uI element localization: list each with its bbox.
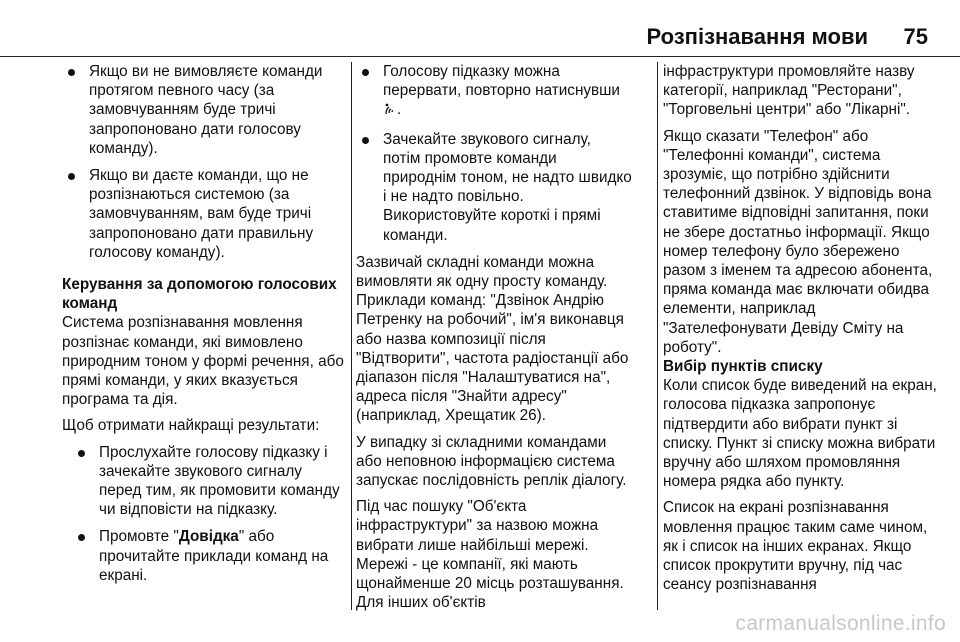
bullet-item [72, 527, 346, 585]
section-heading: Вибір пунктів списку [663, 358, 823, 376]
bullet-text: " або прочитайте приклади команд на екрані. [99, 528, 329, 584]
column-divider [657, 62, 658, 610]
column-1 [62, 62, 346, 593]
page-header [0, 0, 960, 56]
paragraph: Щоб отримати найкращі результати: [62, 417, 320, 435]
bullet-bold-text: Довідка [178, 528, 239, 546]
bullet-item: Прослухайте голосову підказку і зачекайте звукового сигналу перед тим, як промовити команду чи відповісти на підказку. [72, 443, 346, 520]
bullet-item: Зачекайте звукового сигналу, потім промовте команди природнім тоном, не надто швидко і не надто повільно. Використовуйте короткі і прямі команди. [356, 130, 632, 245]
column-3 [663, 62, 943, 601]
header-rule [0, 56, 960, 57]
bullet-item: Якщо ви даєте команди, що не розпізнаються системою (за замовчуванням, вам буде тричі запропоновано дати правильну голосову команду). [62, 166, 346, 262]
paragraph: Коли список буде виведений на екран, голосова підказка запропонує підтвердити або вибрати пункт зі списку. Пункт зі списку можна вибрати вручну або шляхом промовляння номера рядка або пункту. [663, 377, 937, 491]
paragraph: Список на екрані розпізнавання мовлення працює таким саме чином, як і список на інших екранах. Якщо список прокрутити вручну, під час сеансу розпізнавання [663, 499, 928, 594]
bullet-text: Промовте " [99, 528, 179, 546]
paragraph: Під час пошуку "Об'єкта інфраструктури" за назвою можна вибрати лише найбільші мережі. Мережі - це компанії, які мають щонайменше 20 місць розташування. Для інших об'єктів [356, 498, 624, 612]
page-number: 75 [903, 24, 928, 49]
bullet-item: Голосову підказку можна перервати, повторно натиснувши . [356, 62, 632, 122]
page-title: Розпізнавання мови [646, 24, 868, 49]
column-2 [356, 62, 632, 619]
paragraph: Система розпізнавання мовлення розпізнає команди, які вимовлено природним тоном у формі речення, або прямі команди, у яких вказується програма та дія. [62, 314, 344, 409]
paragraph: У випадку зі складними командами або неповною інформацією система запускає послідовність реплік діалогу. [356, 433, 627, 490]
paragraph: Якщо сказати "Телефон" або "Телефонні команди", система зрозуміє, що потрібно здійснити телефонний дзвінок. У відповідь вона ставитиме відповідні запитання, поки не збере достатньо інформації. Якщо номер телефону було збережено разом з іменем та адресою абонента, пряма команда має включати обидва елементи, наприклад "Зателефонувати Девіду Сміту на роботу". [663, 127, 933, 356]
column-divider [351, 62, 352, 610]
voice-icon [383, 102, 397, 121]
bullet-text: Голосову підказку можна перервати, повторно натиснувши [383, 63, 620, 100]
paragraph: Зазвичай складні команди можна вимовляти як одну просту команду. Приклади команд: "Дзвінок Андрію Петренку на робочий", ім'я виконавця або назва композиції після "Відтворити", частота радіостанції або діапазон після "Налаштуватися на", адреса після "Знайти адресу" (наприклад, Хрещатик 26). [356, 253, 629, 425]
bullet-item: Якщо ви не вимовляєте команди протягом певного часу (за замовчуванням буде тричі запропоновано дати голосову команду). [62, 62, 346, 158]
section-heading: Керування за допомогою голосових команд [62, 276, 337, 313]
paragraph: інфраструктури промовляйте назву категорії, наприклад "Ресторани", "Торговельні центри" або "Лікарні". [663, 63, 915, 119]
watermark: carmanualsonline.info [735, 612, 946, 635]
